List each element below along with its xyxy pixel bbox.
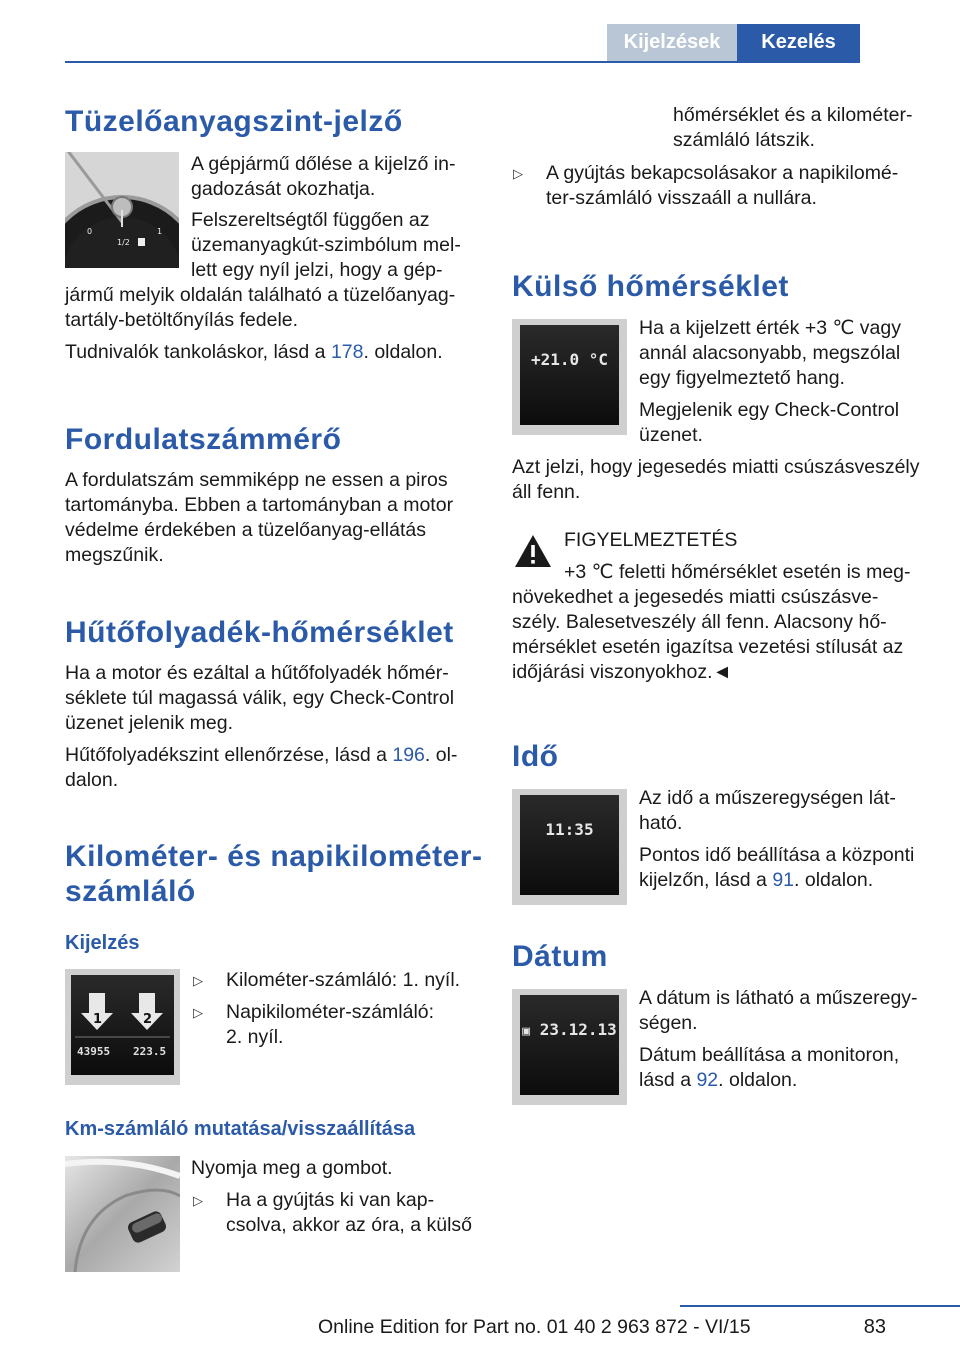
outside-temp-text-2a: Megjelenik egy Check-Control: [639, 399, 900, 421]
warning-text-5: időjárási viszonyokhoz.◄: [512, 661, 732, 683]
rpm-text-3: védelme érdekében a tüzelőanyag-ellátás: [65, 519, 426, 541]
odometer-arrow-1-label: 1: [93, 1012, 103, 1027]
date-text-1b: ségen.: [639, 1012, 698, 1034]
odometer-bullet-2b: 2. nyíl.: [226, 1026, 284, 1048]
page-link-91[interactable]: 91: [772, 869, 795, 891]
time-display: 11:35: [512, 789, 627, 905]
time-heading: Idő: [512, 740, 559, 773]
warning-text-4: mérséklet esetén igazítsa vezetési stílusát az: [512, 636, 904, 658]
outside-temp-text-1c: egy figyelmeztető hang.: [639, 367, 845, 389]
warning-triangle-icon: [513, 533, 553, 569]
rpm-text-2: tartományba. Ebben a tartományban a motor: [65, 494, 454, 516]
coolant-ref-2: dalon.: [65, 769, 119, 791]
fuel-refuel-ref: Tudnivalók tankoláskor, lásd a 178. oldalon.: [65, 341, 443, 363]
time-text-1a: Az idő a műszeregységen lát-: [639, 787, 896, 809]
coolant-ref: Hűtőfolyadékszint ellenőrzése, lásd a 196. ol-: [65, 744, 458, 766]
fuel-text-2b: üzemanyagkút-szimbólum mel-: [191, 234, 461, 256]
fuel-text-2e: tartály-betöltőnyílás fedele.: [65, 309, 299, 331]
coolant-text-2: séklete túl magassá válik, egy Check-Control: [65, 687, 455, 709]
time-text-2a: Pontos idő beállítása a központi: [639, 844, 915, 866]
coolant-text-1: Ha a motor és ezáltal a hűtőfolyadék hőmér-: [65, 662, 449, 684]
gauge-label-one: 1: [157, 227, 163, 236]
rpm-text-4: megszűnik.: [65, 544, 164, 566]
warning-text-2: növekedhet a jegesedés miatti csúszásve-: [512, 586, 879, 608]
fuel-text-2c: lett egy nyíl jelzi, hogy a gép-: [191, 259, 443, 281]
outside-temp-display: +21.0 °C: [512, 319, 627, 435]
bullet-icon: ▷: [513, 166, 523, 181]
odometer-arrows-icon: [71, 975, 174, 1075]
fuel-text-1b: gadozását okozhatja.: [191, 178, 376, 200]
bullet-icon: ▷: [193, 1005, 203, 1020]
date-text-1a: A dátum is látható a műszeregy-: [639, 987, 918, 1009]
cont-bullet-1a: A gyújtás bekapcsolásakor a napikilomé-: [546, 162, 899, 184]
fuel-text-2a: Felszereltségtől függően az: [191, 209, 430, 231]
reset-button-image: [65, 1156, 180, 1272]
coolant-text-3: üzenet jelenik meg.: [65, 712, 234, 734]
odometer-heading-2: számláló: [65, 875, 196, 908]
bullet-icon: ▷: [193, 1193, 203, 1208]
outside-temp-text-1b: annál alacsonyabb, megszólal: [639, 342, 901, 364]
odometer-subheading: Kijelzés: [65, 932, 140, 954]
time-ref: kijelzőn, lásd a 91. oldalon.: [639, 869, 874, 891]
bullet-icon: ▷: [193, 973, 203, 988]
reset-button-icon: [65, 1156, 180, 1272]
date-display-value: 23.12.13: [539, 1020, 617, 1039]
cont-text-2: számláló látszik.: [673, 129, 815, 151]
fuel-gauge-image: [65, 152, 179, 268]
footer-edition: Online Edition for Part no. 01 40 2 963 872 - VI/15: [318, 1316, 751, 1338]
page-link-196[interactable]: 196: [392, 744, 425, 766]
fuel-text-2d: jármű melyik oldalán található a tüzelőanyag-: [65, 284, 456, 306]
cont-text-1: hőmérséklet és a kilométer-: [673, 104, 913, 126]
odometer-bullet-2a: Napikilométer-számláló:: [226, 1001, 435, 1023]
tab-kijelzesek[interactable]: Kijelzések: [607, 24, 737, 61]
fuel-gauge-icon: [65, 152, 179, 268]
rpm-text-1: A fordulatszám semmiképp ne essen a piros: [65, 469, 448, 491]
page-link-92[interactable]: 92: [696, 1069, 719, 1091]
odometer-heading-1: Kilométer- és napikilométer-: [65, 840, 483, 873]
gauge-label-half: 1/2: [117, 238, 130, 247]
warning-text-1: +3 ℃ feletti hőmérséklet esetén is meg-: [564, 561, 911, 583]
header-rule: [65, 61, 860, 63]
page-number: 83: [863, 1316, 886, 1338]
footer-rule: [680, 1305, 960, 1307]
outside-temp-text-1a: Ha a kijelzett érték +3 ℃ vagy: [639, 317, 901, 339]
trip-value: 223.5: [133, 1045, 167, 1058]
calendar-icon: ▣: [522, 1024, 531, 1039]
odometer-image: [65, 969, 180, 1085]
rpm-heading: Fordulatszámmérő: [65, 423, 342, 456]
date-display: [512, 989, 627, 1105]
date-text-2a: Dátum beállítása a monitoron,: [639, 1044, 900, 1066]
reset-bullet-1b: csolva, akkor az óra, a külső: [226, 1214, 473, 1236]
warning-text-3: szély. Balesetveszély áll fenn. Alacsony hő-: [512, 611, 887, 633]
tab-kezeles[interactable]: Kezelés: [737, 24, 860, 61]
time-text-1b: ható.: [639, 812, 683, 834]
odometer-arrow-2-label: 2: [143, 1012, 153, 1027]
date-heading: Dátum: [512, 940, 608, 973]
odometer-bullet-1: Kilométer-számláló: 1. nyíl.: [226, 969, 461, 991]
fuel-heading: Tüzelőanyagszint-jelző: [65, 105, 403, 138]
date-ref: lásd a 92. oldalon.: [639, 1069, 798, 1091]
reset-bullet-1a: Ha a gyújtás ki van kap-: [226, 1189, 435, 1211]
warning-title: FIGYELMEZTETÉS: [564, 529, 738, 551]
page-link-178[interactable]: 178: [330, 341, 364, 363]
outside-temp-text-3a: Azt jelzi, hogy jegesedés miatti csúszásveszély: [512, 456, 920, 478]
odometer-value: 43955: [77, 1045, 111, 1058]
reset-heading: Km-számláló mutatása/visszaállítása: [65, 1118, 416, 1140]
outside-temp-text-2b: üzenet.: [639, 424, 703, 446]
outside-temp-text-3b: áll fenn.: [512, 481, 581, 503]
reset-text: Nyomja meg a gombot.: [191, 1157, 393, 1179]
coolant-heading: Hűtőfolyadék-hőmérséklet: [65, 616, 454, 649]
gauge-label-zero: 0: [87, 227, 93, 236]
fuel-text-1a: A gépjármű dőlése a kijelző in-: [191, 153, 456, 175]
cont-bullet-1b: ter-számláló visszaáll a nullára.: [546, 187, 817, 209]
outside-temp-heading: Külső hőmérséklet: [512, 270, 789, 303]
